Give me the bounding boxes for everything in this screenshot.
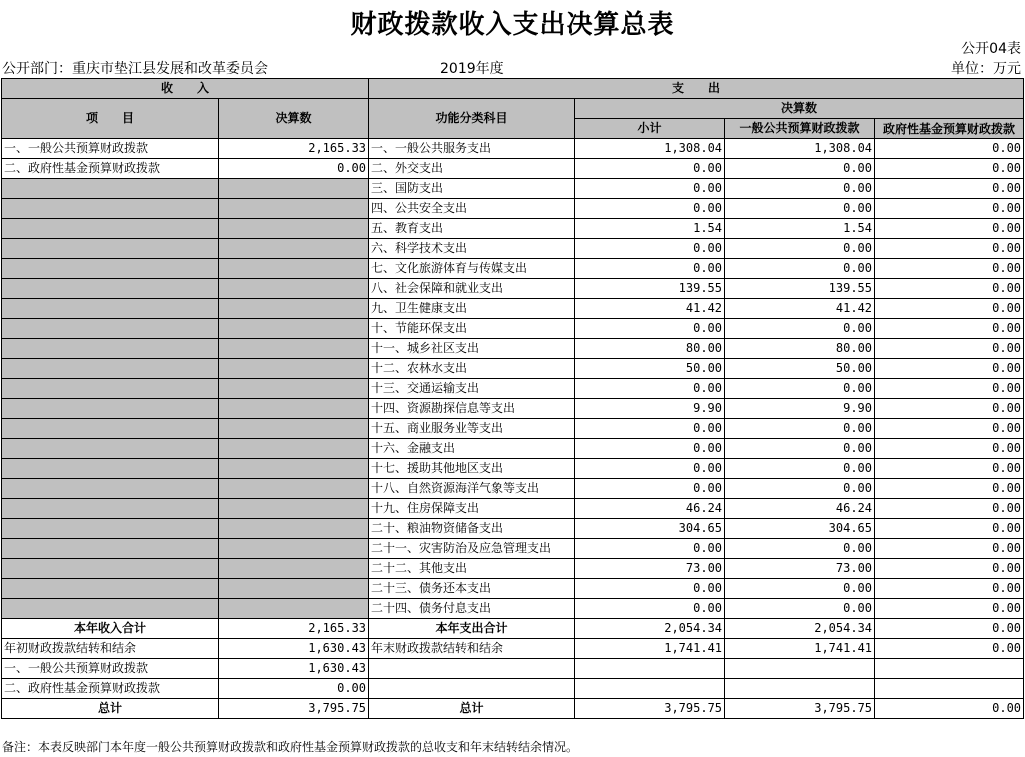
income-value-cell [219, 539, 369, 559]
income-item-cell [2, 279, 219, 299]
grand-in-value: 3,795.75 [219, 699, 369, 719]
meta-line [0, 58, 1025, 78]
table-row [2, 579, 1024, 599]
empty-cell [575, 659, 725, 679]
expense-category-cell: 十六、金融支出 [369, 439, 575, 459]
expense-total-subtotal: 2,054.34 [575, 619, 725, 639]
expense-fund-cell: 0.00 [875, 139, 1024, 159]
table-row [2, 599, 1024, 619]
expense-subtotal-cell: 9.90 [575, 399, 725, 419]
expense-general-cell: 1.54 [725, 219, 875, 239]
expense-subtotal-cell: 0.00 [575, 319, 725, 339]
income-total-label: 本年收入合计 [2, 619, 219, 639]
income-item-cell [2, 259, 219, 279]
item-header: 项 目 [2, 99, 219, 139]
expense-fund-cell: 0.00 [875, 319, 1024, 339]
carry-in-fund-value: 0.00 [219, 679, 369, 699]
expense-subtotal-cell: 0.00 [575, 239, 725, 259]
expense-category-cell: 十七、援助其他地区支出 [369, 459, 575, 479]
expense-subtotal-cell: 0.00 [575, 259, 725, 279]
income-value-cell [219, 359, 369, 379]
expense-category-cell: 十一、城乡社区支出 [369, 339, 575, 359]
expense-general-cell: 0.00 [725, 179, 875, 199]
income-item-cell [2, 539, 219, 559]
carry-out-general: 1,741.41 [725, 639, 875, 659]
table-row [2, 559, 1024, 579]
expense-category-cell: 二十二、其他支出 [369, 559, 575, 579]
income-value-cell [219, 399, 369, 419]
income-item-cell [2, 219, 219, 239]
expense-subtotal-cell: 0.00 [575, 179, 725, 199]
income-value-cell [219, 239, 369, 259]
empty-cell [875, 679, 1024, 699]
expense-category-cell: 十八、自然资源海洋气象等支出 [369, 479, 575, 499]
income-value-cell [219, 439, 369, 459]
income-value-cell [219, 259, 369, 279]
expense-subtotal-cell: 0.00 [575, 199, 725, 219]
expense-category-cell: 十、节能环保支出 [369, 319, 575, 339]
table-row [2, 679, 1024, 699]
expense-fund-cell: 0.00 [875, 159, 1024, 179]
grand-in-label: 总计 [2, 699, 219, 719]
income-item-cell [2, 499, 219, 519]
income-item-cell [2, 559, 219, 579]
expense-subtotal-cell: 0.00 [575, 539, 725, 559]
table-row [2, 539, 1024, 559]
unit-label: 单位：万元 [951, 61, 1021, 77]
income-item-cell [2, 179, 219, 199]
expense-fund-cell: 0.00 [875, 219, 1024, 239]
expense-fund-cell: 0.00 [875, 559, 1024, 579]
expense-subtotal-cell: 50.00 [575, 359, 725, 379]
expense-category-cell: 二、外交支出 [369, 159, 575, 179]
income-item-cell [2, 479, 219, 499]
expense-general-cell: 41.42 [725, 299, 875, 319]
table-row [2, 159, 1024, 179]
income-value-cell [219, 379, 369, 399]
income-item-cell [2, 319, 219, 339]
expense-fund-cell: 0.00 [875, 239, 1024, 259]
income-item-cell: 二、政府性基金预算财政拨款 [2, 159, 219, 179]
income-item-cell [2, 239, 219, 259]
expense-general-cell: 1,308.04 [725, 139, 875, 159]
table-body [2, 139, 1024, 619]
expense-total-fund: 0.00 [875, 619, 1024, 639]
table-row [2, 339, 1024, 359]
income-item-cell: 一、一般公共预算财政拨款 [2, 139, 219, 159]
expense-category-cell: 二十四、债务付息支出 [369, 599, 575, 619]
expense-general-cell: 73.00 [725, 559, 875, 579]
income-value-cell [219, 579, 369, 599]
table-row [2, 639, 1024, 659]
income-item-cell [2, 599, 219, 619]
expense-subtotal-cell: 139.55 [575, 279, 725, 299]
expense-fund-cell: 0.00 [875, 499, 1024, 519]
expense-fund-cell: 0.00 [875, 459, 1024, 479]
expense-general-cell: 0.00 [725, 419, 875, 439]
grand-out-fund: 0.00 [875, 699, 1024, 719]
general-budget-header: 一般公共预算财政拨款 [725, 119, 875, 139]
expense-category-cell: 二十三、债务还本支出 [369, 579, 575, 599]
table-row [2, 459, 1024, 479]
table-row [2, 499, 1024, 519]
grand-out-general: 3,795.75 [725, 699, 875, 719]
expense-category-cell: 七、文化旅游体育与传媒支出 [369, 259, 575, 279]
department: 公开部门：重庆市垫江县发展和改革委员会 [2, 61, 268, 77]
table-totals [2, 619, 1024, 719]
expense-general-cell: 0.00 [725, 539, 875, 559]
income-item-cell [2, 339, 219, 359]
expense-subtotal-cell: 0.00 [575, 459, 725, 479]
empty-cell [575, 679, 725, 699]
expense-total-general: 2,054.34 [725, 619, 875, 639]
table-row [2, 179, 1024, 199]
expense-general-cell: 304.65 [725, 519, 875, 539]
income-value-cell [219, 319, 369, 339]
expense-general-cell: 0.00 [725, 159, 875, 179]
table-row [2, 259, 1024, 279]
expense-subtotal-cell: 1.54 [575, 219, 725, 239]
table-row [2, 279, 1024, 299]
income-value-cell [219, 599, 369, 619]
expense-subtotal-cell: 1,308.04 [575, 139, 725, 159]
expense-fund-cell: 0.00 [875, 259, 1024, 279]
table-row [2, 399, 1024, 419]
expense-fund-cell: 0.00 [875, 399, 1024, 419]
expense-header: 支 出 [369, 79, 1024, 99]
income-item-cell [2, 359, 219, 379]
expense-general-cell: 46.24 [725, 499, 875, 519]
income-total-value: 2,165.33 [219, 619, 369, 639]
table-row [2, 299, 1024, 319]
expense-general-cell: 0.00 [725, 239, 875, 259]
table-row [2, 379, 1024, 399]
expense-general-cell: 0.00 [725, 459, 875, 479]
expense-category-cell: 二十一、灾害防治及应急管理支出 [369, 539, 575, 559]
income-item-cell [2, 199, 219, 219]
income-value-cell [219, 199, 369, 219]
carry-out-subtotal: 1,741.41 [575, 639, 725, 659]
final-amount-header: 决算数 [575, 99, 1024, 119]
expense-subtotal-cell: 304.65 [575, 519, 725, 539]
expense-fund-cell: 0.00 [875, 579, 1024, 599]
expense-category-cell: 五、教育支出 [369, 219, 575, 239]
budget-table [1, 78, 1024, 719]
expense-general-cell: 0.00 [725, 379, 875, 399]
gov-fund-header: 政府性基金预算财政拨款 [875, 119, 1024, 139]
empty-cell [725, 659, 875, 679]
table-row [2, 699, 1024, 719]
carry-in-general-label: 一、一般公共预算财政拨款 [2, 659, 219, 679]
expense-category-cell: 十五、商业服务业等支出 [369, 419, 575, 439]
empty-cell [725, 679, 875, 699]
income-value-cell: 2,165.33 [219, 139, 369, 159]
income-item-cell [2, 459, 219, 479]
empty-cell [369, 659, 575, 679]
income-item-cell [2, 379, 219, 399]
income-item-cell [2, 299, 219, 319]
expense-fund-cell: 0.00 [875, 339, 1024, 359]
income-value-cell [219, 479, 369, 499]
expense-general-cell: 0.00 [725, 479, 875, 499]
carry-in-value: 1,630.43 [219, 639, 369, 659]
expense-general-cell: 0.00 [725, 259, 875, 279]
expense-subtotal-cell: 73.00 [575, 559, 725, 579]
expense-subtotal-cell: 41.42 [575, 299, 725, 319]
expense-fund-cell: 0.00 [875, 179, 1024, 199]
expense-fund-cell: 0.00 [875, 479, 1024, 499]
income-value-cell [219, 219, 369, 239]
expense-category-cell: 十三、交通运输支出 [369, 379, 575, 399]
form-number: 公开04表 [961, 41, 1021, 57]
table-row [2, 419, 1024, 439]
table-row [2, 319, 1024, 339]
expense-general-cell: 0.00 [725, 579, 875, 599]
expense-category-cell: 六、科学技术支出 [369, 239, 575, 259]
expense-category-cell: 四、公共安全支出 [369, 199, 575, 219]
expense-general-cell: 139.55 [725, 279, 875, 299]
expense-fund-cell: 0.00 [875, 199, 1024, 219]
expense-fund-cell: 0.00 [875, 519, 1024, 539]
expense-category-cell: 九、卫生健康支出 [369, 299, 575, 319]
carry-in-label: 年初财政拨款结转和结余 [2, 639, 219, 659]
table-row [2, 199, 1024, 219]
income-item-cell [2, 439, 219, 459]
subtotal-header: 小计 [575, 119, 725, 139]
expense-general-cell: 80.00 [725, 339, 875, 359]
page-title: 财政拨款收入支出决算总表 [350, 10, 675, 40]
expense-category-cell: 三、国防支出 [369, 179, 575, 199]
expense-fund-cell: 0.00 [875, 539, 1024, 559]
expense-subtotal-cell: 0.00 [575, 419, 725, 439]
carry-out-fund: 0.00 [875, 639, 1024, 659]
income-item-cell [2, 579, 219, 599]
func-category-header: 功能分类科目 [369, 99, 575, 139]
expense-fund-cell: 0.00 [875, 379, 1024, 399]
expense-fund-cell: 0.00 [875, 599, 1024, 619]
expense-category-cell: 十四、资源勘探信息等支出 [369, 399, 575, 419]
expense-general-cell: 9.90 [725, 399, 875, 419]
grand-out-subtotal: 3,795.75 [575, 699, 725, 719]
expense-general-cell: 0.00 [725, 319, 875, 339]
expense-category-cell: 二十、粮油物资储备支出 [369, 519, 575, 539]
income-value-cell [219, 459, 369, 479]
income-item-cell [2, 519, 219, 539]
income-header: 收 入 [2, 79, 369, 99]
expense-category-cell: 十九、住房保障支出 [369, 499, 575, 519]
expense-subtotal-cell: 46.24 [575, 499, 725, 519]
expense-total-label: 本年支出合计 [369, 619, 575, 639]
table-row [2, 659, 1024, 679]
table-row [2, 619, 1024, 639]
carry-out-label: 年末财政拨款结转和结余 [369, 639, 575, 659]
expense-fund-cell: 0.00 [875, 279, 1024, 299]
income-value-cell [219, 499, 369, 519]
income-item-cell [2, 419, 219, 439]
income-value-cell [219, 339, 369, 359]
income-value-cell [219, 179, 369, 199]
table-row [2, 359, 1024, 379]
fiscal-year: 2019年度 [440, 61, 504, 77]
expense-subtotal-cell: 0.00 [575, 439, 725, 459]
income-value-cell: 0.00 [219, 159, 369, 179]
expense-category-cell: 十二、农林水支出 [369, 359, 575, 379]
income-value-cell [219, 299, 369, 319]
expense-general-cell: 50.00 [725, 359, 875, 379]
expense-fund-cell: 0.00 [875, 439, 1024, 459]
carry-in-general-value: 1,630.43 [219, 659, 369, 679]
table-row [2, 139, 1024, 159]
income-value-cell [219, 279, 369, 299]
footnote: 备注：本表反映部门本年度一般公共预算财政拨款和政府性基金预算财政拨款的总收支和年末结转结余情况。 [2, 740, 579, 754]
grand-out-label: 总计 [369, 699, 575, 719]
expense-general-cell: 0.00 [725, 599, 875, 619]
expense-category-cell: 一、一般公共服务支出 [369, 139, 575, 159]
carry-in-fund-label: 二、政府性基金预算财政拨款 [2, 679, 219, 699]
income-value-cell [219, 559, 369, 579]
empty-cell [369, 679, 575, 699]
empty-cell [875, 659, 1024, 679]
expense-subtotal-cell: 0.00 [575, 379, 725, 399]
expense-general-cell: 0.00 [725, 439, 875, 459]
expense-fund-cell: 0.00 [875, 299, 1024, 319]
expense-subtotal-cell: 0.00 [575, 579, 725, 599]
expense-fund-cell: 0.00 [875, 359, 1024, 379]
expense-subtotal-cell: 0.00 [575, 159, 725, 179]
income-value-cell [219, 519, 369, 539]
expense-general-cell: 0.00 [725, 199, 875, 219]
expense-subtotal-cell: 0.00 [575, 599, 725, 619]
table-row [2, 219, 1024, 239]
table-row [2, 479, 1024, 499]
expense-subtotal-cell: 0.00 [575, 479, 725, 499]
income-item-cell [2, 399, 219, 419]
table-row [2, 519, 1024, 539]
expense-category-cell: 八、社会保障和就业支出 [369, 279, 575, 299]
table-row [2, 239, 1024, 259]
expense-subtotal-cell: 80.00 [575, 339, 725, 359]
amount-header: 决算数 [219, 99, 369, 139]
income-value-cell [219, 419, 369, 439]
expense-fund-cell: 0.00 [875, 419, 1024, 439]
table-row [2, 439, 1024, 459]
